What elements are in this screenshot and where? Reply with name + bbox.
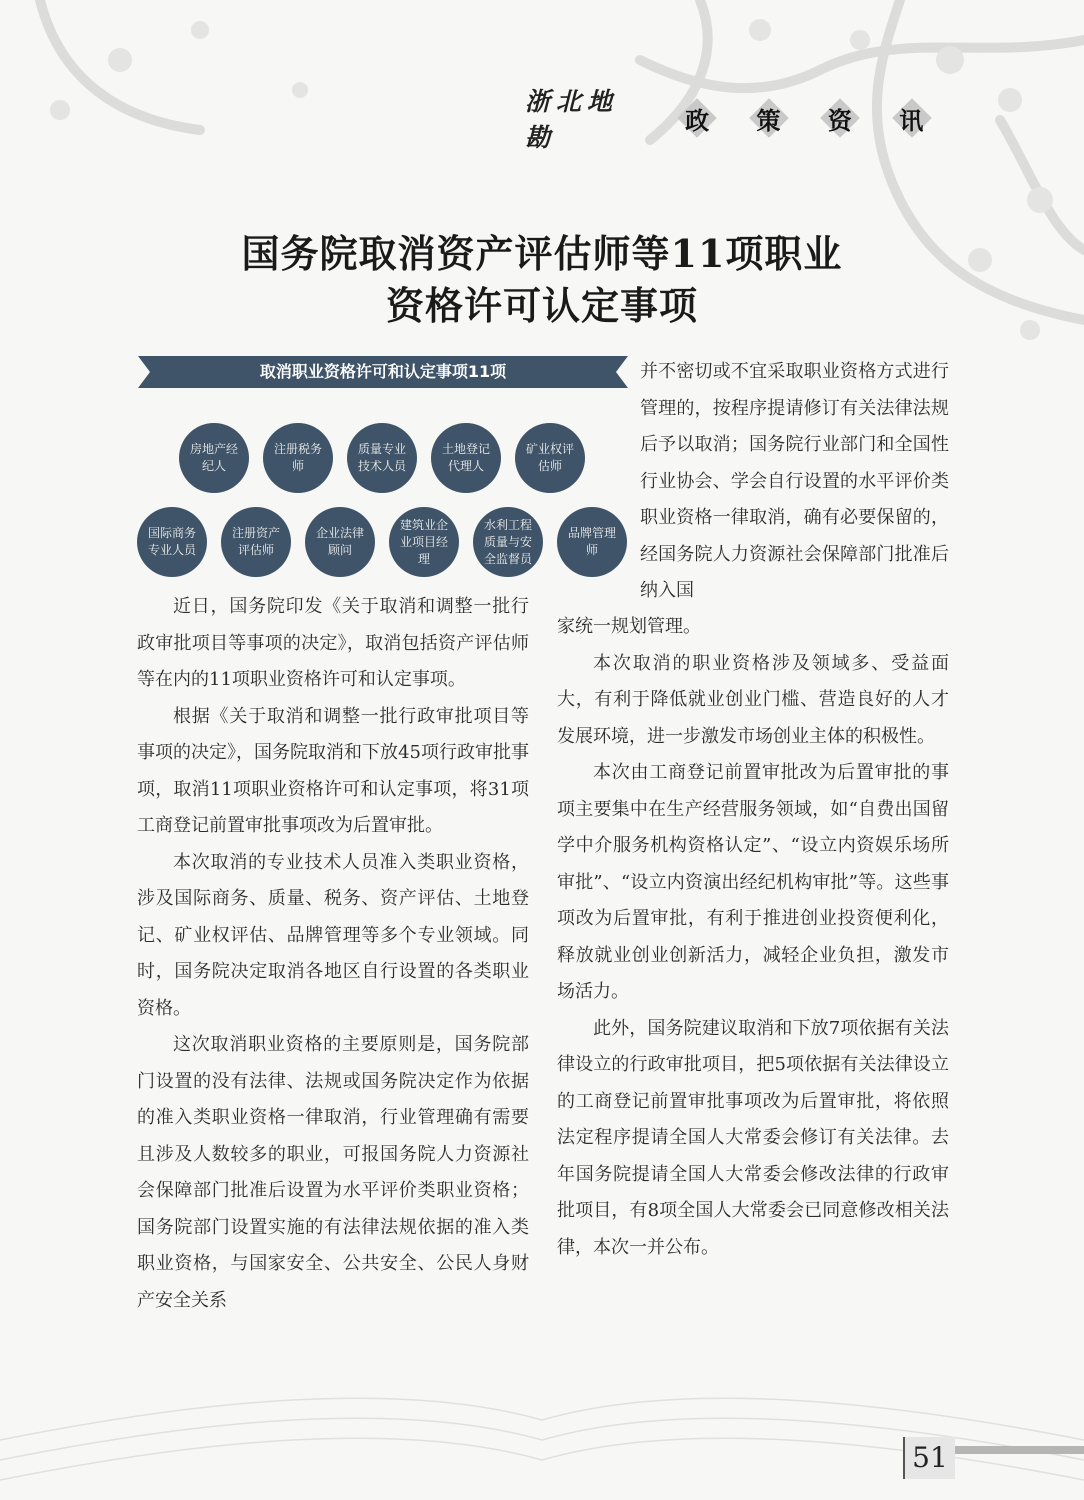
page-number-rule bbox=[953, 1446, 1084, 1454]
magazine-header bbox=[525, 87, 955, 152]
paragraph: 根据《关于取消和调整一批行政审批项目等事项的决定》，国务院取消和下放45项行政审批事项，取消11项职业资格许可和认定事项，将31项工商登记前置审批事项改为后置审批。 bbox=[137, 705, 529, 836]
circle-item: 质量专业技术人员 bbox=[347, 423, 417, 493]
circle-item: 水利工程质量与安全监督员 bbox=[473, 507, 543, 577]
paragraph: 这次取消职业资格的主要原则是，国务院部门设置的没有法律、法规或国务院决定作为依据的准入类职业资格一律取消，行业管理确有需要且涉及人数较多的职业，可报国务院人力资源社会保障部门批准后设置为水平评价类职业资格；国务院部门设置实施的有法律法规依据的准入类职业资格，与国家安全、公共安全、公民人身财产安全关系 bbox=[137, 1034, 529, 1311]
paragraph-continued: 并不密切或不宜采取职业资格方式进行管理的，按程序提请修订有关法律法规后予以取消；国务院行业部门和全国性行业协会、学会自行设置的水平评价类职业资格一律取消，确有必要保留的，经国务院人力资源社会保障部门批准后纳入国 bbox=[640, 361, 949, 601]
section-char-3: 资 bbox=[812, 98, 867, 138]
article-title bbox=[150, 228, 934, 332]
page-number: 51 bbox=[903, 1437, 955, 1479]
circle-item: 房地产经纪人 bbox=[179, 423, 249, 493]
paragraph-continued-tail: 家统一规划管理。 bbox=[557, 616, 701, 637]
paragraph: 此外，国务院建议取消和下放7项依据有关法律设立的行政审批项目，把5项依据有关法律设立的工商登记前置审批事项改为后置审批，将依照法定程序提请全国人大常委会修订有关法律。去年国务院提请全国人大常委会修改法律的行政审批项目，有8项全国人大常委会已同意修改相关法律，本次一并公布。 bbox=[557, 1017, 949, 1258]
circle-item: 国际商务专业人员 bbox=[137, 507, 207, 577]
circle-item: 注册资产评估师 bbox=[221, 507, 291, 577]
title-line-2: 资格许可认定事项 bbox=[385, 283, 698, 328]
paragraph: 本次取消的职业资格涉及领域多、受益面大，有利于降低就业创业门槛、营造良好的人才发展环境，进一步激发市场创业主体的积极性。 bbox=[557, 652, 949, 747]
right-column-top bbox=[640, 354, 949, 610]
circle-item: 注册税务师 bbox=[263, 423, 333, 493]
circle-item: 矿业权评估师 bbox=[515, 423, 585, 493]
circle-item: 建筑业企业项目经理 bbox=[389, 507, 459, 577]
banner-text: 取消职业资格许可和认定事项11项 bbox=[259, 362, 507, 381]
title-line-1: 国务院取消资产评估师等11项职业 bbox=[241, 231, 843, 276]
section-char-4: 讯 bbox=[884, 98, 939, 138]
circle-item: 品牌管理师 bbox=[557, 507, 627, 577]
paragraph: 近日，国务院印发《关于取消和调整一批行政审批项目等事项的决定》，取消包括资产评估师等在内的11项职业资格许可和认定事项。 bbox=[137, 596, 529, 690]
paragraph: 本次由工商登记前置审批改为后置审批的事项主要集中在生产经营服务领域，如“自费出国留学中介服务机构资格认定”、“设立内资娱乐场所审批”、“设立内资演出经纪机构审批”等。这些事项改为后置审批，有利于推进创业投资便利化，释放就业创业创新活力，减轻企业负担，激发市场活力。 bbox=[557, 762, 949, 1002]
right-column bbox=[557, 609, 949, 1266]
circle-item: 土地登记代理人 bbox=[431, 423, 501, 493]
left-column bbox=[137, 589, 529, 1319]
section-char-2: 策 bbox=[741, 98, 796, 138]
section-char-1: 政 bbox=[669, 98, 724, 138]
magazine-name: 浙北地勘 bbox=[525, 87, 619, 152]
paragraph: 本次取消的专业技术人员准入类职业资格，涉及国际商务、质量、税务、资产评估、土地登记、矿业权评估、品牌管理等多个专业领域。同时，国务院决定取消各地区自行设置的各类职业资格。 bbox=[137, 851, 529, 1019]
figure-banner bbox=[138, 356, 628, 388]
circle-item: 企业法律顾问 bbox=[305, 507, 375, 577]
